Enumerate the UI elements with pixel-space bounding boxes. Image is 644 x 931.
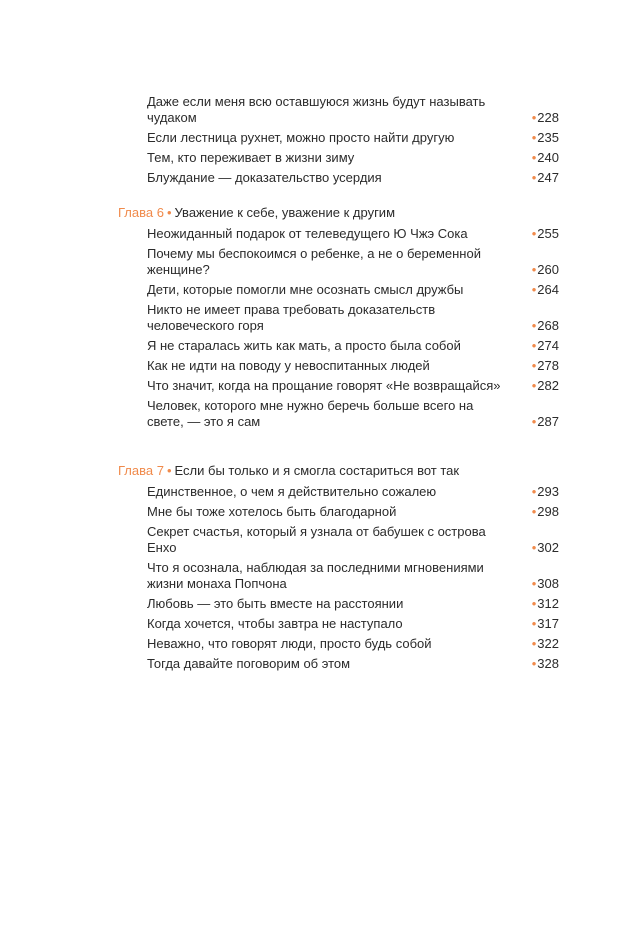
toc-entry-page: •255 — [531, 226, 559, 241]
bullet-icon: • — [531, 540, 537, 555]
toc-entry-title: Тогда давайте поговорим об этом — [147, 656, 351, 671]
bullet-icon: • — [531, 576, 537, 591]
toc-entry-title: Я не старалась жить как мать, а просто была собой — [147, 338, 461, 353]
toc-entry — [147, 130, 559, 146]
bullet-icon: • — [166, 205, 172, 220]
bullet-icon: • — [531, 616, 537, 631]
toc-entry-title: Как не идти на поводу у невоспитанных людей — [147, 358, 430, 373]
toc-entry-page: •287 — [531, 414, 559, 429]
toc-entry — [147, 358, 559, 374]
toc-entry-title: Когда хочется, чтобы завтра не наступало — [147, 616, 403, 631]
bullet-icon: • — [531, 226, 537, 241]
toc-entry-title: Любовь — это быть вместе на расстоянии — [147, 596, 404, 611]
toc-entry-page: •302 — [531, 540, 559, 555]
toc-entry — [147, 596, 559, 612]
toc-entry-title: Человек, которого мне нужно беречь больше всего на свете, — это я сам — [147, 398, 474, 429]
toc-entry-page: •240 — [531, 150, 559, 165]
toc-entry — [147, 504, 559, 520]
bullet-icon: • — [531, 596, 537, 611]
toc-entry-page: •282 — [531, 378, 559, 393]
toc-entry — [147, 226, 559, 242]
bullet-icon: • — [531, 318, 537, 333]
toc-entry-title: Никто не имеет права требовать доказательств человеческого горя — [147, 302, 436, 333]
toc-entry-title: Единственное, о чем я действительно сожалею — [147, 484, 437, 499]
toc-entry-page: •328 — [531, 656, 559, 671]
toc-entry — [147, 656, 559, 672]
bullet-icon: • — [531, 504, 537, 519]
toc-entry-page: •312 — [531, 596, 559, 611]
toc-entry-page: •274 — [531, 338, 559, 353]
bullet-icon: • — [531, 262, 537, 277]
toc-entry-title: Секрет счастья, который я узнала от бабушек с острова Енхо — [147, 524, 486, 555]
toc-entry-page: •235 — [531, 130, 559, 145]
bullet-icon: • — [531, 282, 537, 297]
bullet-icon: • — [531, 656, 537, 671]
chapter-title: Уважение к себе, уважение к другим — [174, 205, 396, 220]
toc-entry-page: •247 — [531, 170, 559, 185]
toc-entry-title: Дети, которые помогли мне осознать смысл дружбы — [147, 282, 464, 297]
toc-entry-page: •322 — [531, 636, 559, 651]
bullet-icon: • — [531, 130, 537, 145]
toc-entry — [147, 338, 559, 354]
toc-entry-page: •317 — [531, 616, 559, 631]
toc-entry — [147, 246, 559, 278]
bullet-icon: • — [531, 170, 537, 185]
toc-entry — [147, 378, 559, 394]
bullet-icon: • — [531, 110, 537, 125]
toc-entry — [147, 398, 559, 430]
toc-entry-page: •293 — [531, 484, 559, 499]
toc-group-chapter-6 — [0, 226, 644, 434]
toc-entry — [147, 560, 559, 592]
chapter-6-heading — [118, 205, 578, 221]
toc-entry-title: Блуждание — доказательство усердия — [147, 170, 382, 185]
bullet-icon: • — [531, 414, 537, 429]
toc-entry-page: •278 — [531, 358, 559, 373]
chapter-7-heading — [118, 463, 578, 479]
toc-entry-title: Мне бы тоже хотелось быть благодарной — [147, 504, 397, 519]
toc-entry-title: Почему мы беспокоимся о ребенке, а не о беременной женщине? — [147, 246, 481, 277]
toc-entry-page: •308 — [531, 576, 559, 591]
toc-entry — [147, 94, 559, 126]
toc-entry-page: •268 — [531, 318, 559, 333]
toc-entry-title: Что я осознала, наблюдая за последними мгновениями жизни монаха Попчона — [147, 560, 484, 591]
toc-entry-title: Неважно, что говорят люди, просто будь собой — [147, 636, 432, 651]
toc-entry-title: Что значит, когда на прощание говорят «Не возвращайся» — [147, 378, 501, 393]
bullet-icon: • — [166, 463, 172, 478]
bullet-icon: • — [531, 378, 537, 393]
toc-entry — [147, 636, 559, 652]
toc-entry-title: Неожиданный подарок от телеведущего Ю Чжэ Сока — [147, 226, 468, 241]
toc-entry-title: Даже если меня всю оставшуюся жизнь будут называть чудаком — [147, 94, 486, 125]
chapter-label: Глава 7 — [118, 463, 164, 478]
toc-entry-page: •260 — [531, 262, 559, 277]
toc-entry-title: Тем, кто переживает в жизни зиму — [147, 150, 355, 165]
bullet-icon: • — [531, 636, 537, 651]
toc-entry-page: •298 — [531, 504, 559, 519]
toc-entry — [147, 484, 559, 500]
toc-entry — [147, 302, 559, 334]
bullet-icon: • — [531, 150, 537, 165]
bullet-icon: • — [531, 338, 537, 353]
chapter-title: Если бы только и я смогла состариться вот так — [174, 463, 460, 478]
toc-entry — [147, 524, 559, 556]
toc-group-top — [0, 94, 644, 190]
bullet-icon: • — [531, 484, 537, 499]
toc-group-chapter-7 — [0, 484, 644, 676]
toc-entry-page: •228 — [531, 110, 559, 125]
toc-entry — [147, 282, 559, 298]
toc-entry — [147, 616, 559, 632]
toc-entry-page: •264 — [531, 282, 559, 297]
chapter-label: Глава 6 — [118, 205, 164, 220]
toc-entry — [147, 150, 559, 166]
toc-entry — [147, 170, 559, 186]
bullet-icon: • — [531, 358, 537, 373]
toc-entry-title: Если лестница рухнет, можно просто найти другую — [147, 130, 455, 145]
